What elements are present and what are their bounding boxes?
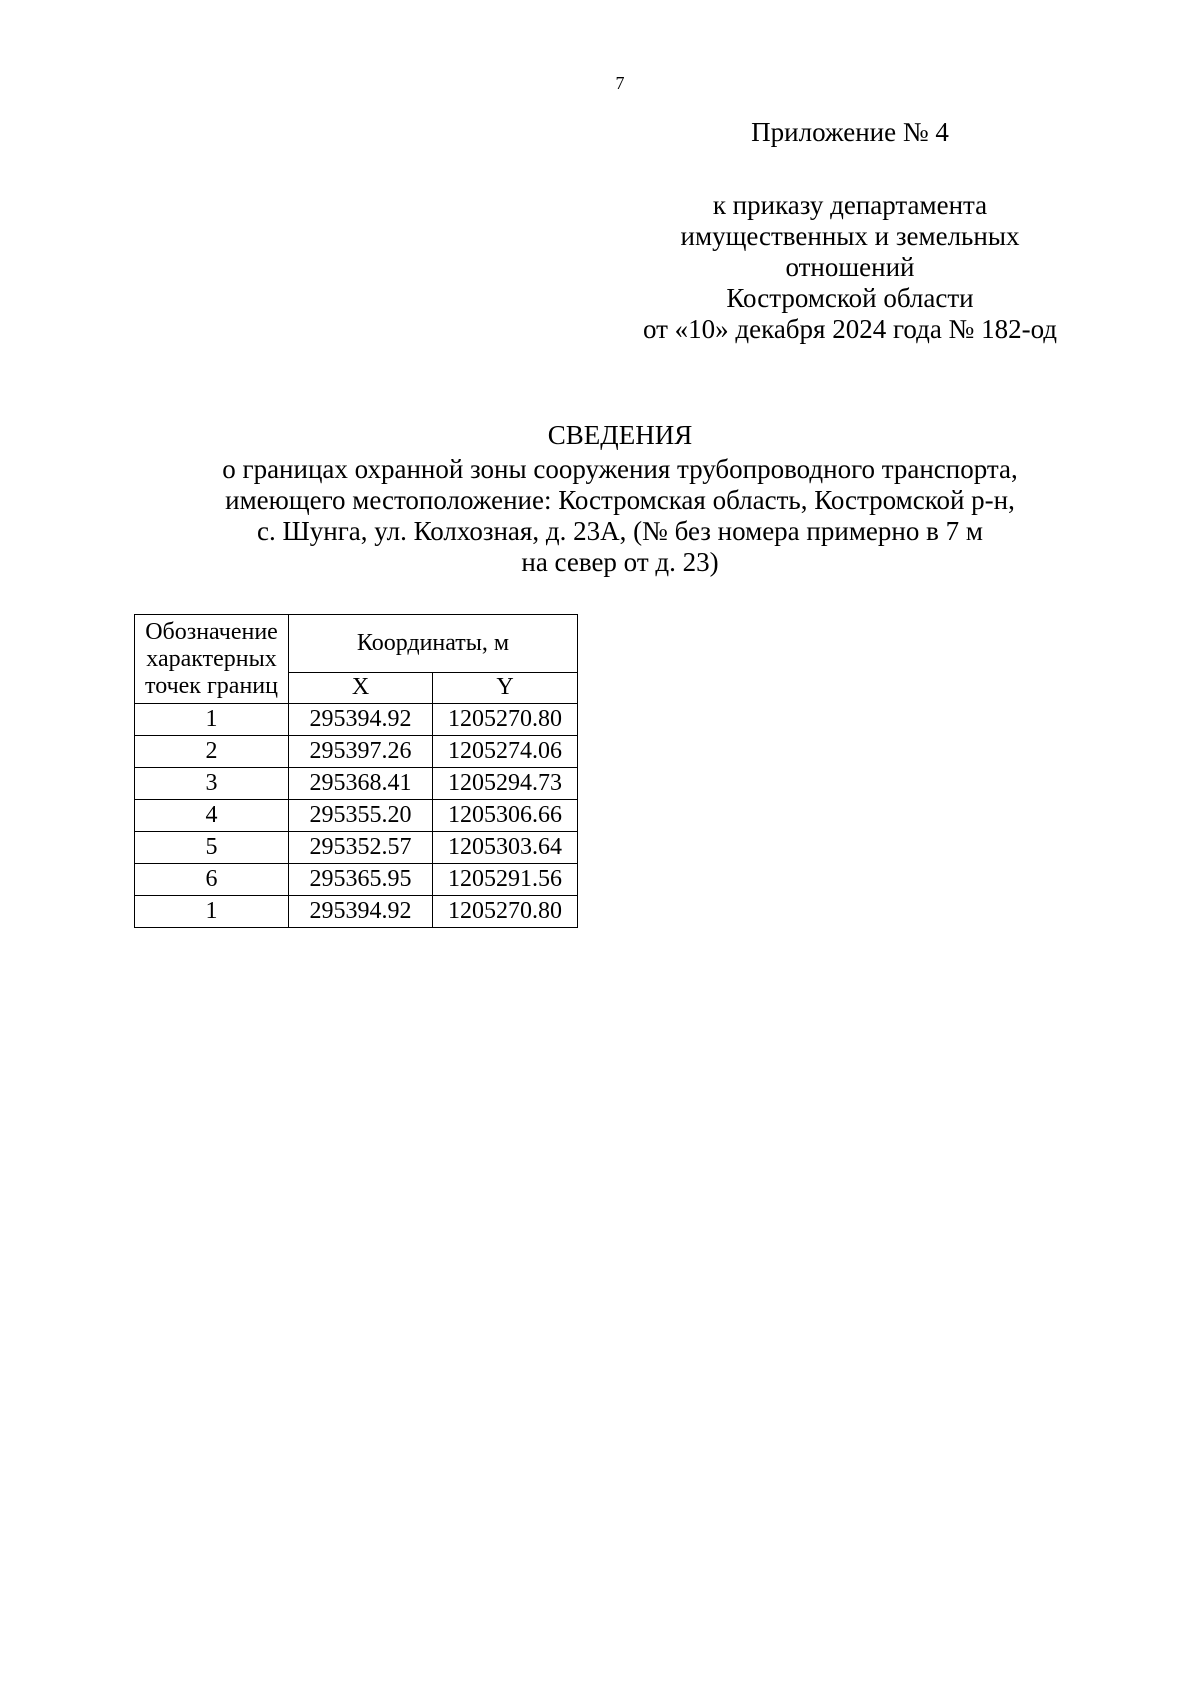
- appendix-title: Приложение № 4: [751, 117, 949, 147]
- y-cell: 1205270.80: [433, 704, 578, 736]
- boundary-points-table: [134, 614, 578, 928]
- subtitle-line: на север от д. 23): [521, 547, 719, 577]
- table-row: [135, 896, 578, 928]
- order-ref-line: отношений: [785, 252, 915, 282]
- coordinates-header: Координаты, м: [289, 615, 578, 673]
- point-header-line: Обозначение: [145, 618, 278, 645]
- order-ref-line: имущественных и земельных: [680, 221, 1020, 251]
- y-cell: 1205270.80: [433, 896, 578, 928]
- subtitle-line: имеющего местоположение: Костромская область, Костромской р-н,: [225, 485, 1015, 515]
- order-ref-line: к приказу департамента: [712, 190, 988, 220]
- point-cell: 5: [135, 832, 289, 864]
- subtitle-line: с. Шунга, ул. Колхозная, д. 23А, (№ без номера примерно в 7 м: [257, 516, 983, 546]
- y-cell: 1205291.56: [433, 864, 578, 896]
- table-row: [135, 864, 578, 896]
- point-cell: 3: [135, 768, 289, 800]
- document-title: СВЕДЕНИЯ: [547, 420, 693, 450]
- point-cell: 2: [135, 736, 289, 768]
- point-cell: 4: [135, 800, 289, 832]
- table-row: [135, 800, 578, 832]
- order-reference: [560, 190, 1140, 345]
- point-header-line: точек границ: [145, 672, 278, 699]
- x-cell: 295368.41: [289, 768, 433, 800]
- order-ref-line: от «10» декабря 2024 года № 182-од: [642, 314, 1058, 344]
- order-ref-line: Костромской области: [726, 283, 974, 313]
- point-cell: 1: [135, 896, 289, 928]
- document-subtitle: [0, 454, 1200, 578]
- point-cell: 6: [135, 864, 289, 896]
- x-cell: 295397.26: [289, 736, 433, 768]
- y-cell: 1205294.73: [433, 768, 578, 800]
- table-row: [135, 704, 578, 736]
- y-cell: 1205274.06: [433, 736, 578, 768]
- x-column-header: X: [289, 672, 433, 703]
- x-cell: 295352.57: [289, 832, 433, 864]
- subtitle-line: о границах охранной зоны сооружения трубопроводного транспорта,: [222, 454, 1018, 484]
- point-cell: 1: [135, 704, 289, 736]
- x-cell: 295394.92: [289, 896, 433, 928]
- table-row: [135, 832, 578, 864]
- y-cell: 1205303.64: [433, 832, 578, 864]
- table-row: [135, 736, 578, 768]
- x-cell: 295365.95: [289, 864, 433, 896]
- table-row: [135, 768, 578, 800]
- point-header-line: характерных: [146, 645, 277, 672]
- x-cell: 295394.92: [289, 704, 433, 736]
- y-column-header: Y: [433, 672, 578, 703]
- page-number: 7: [615, 73, 625, 93]
- x-cell: 295355.20: [289, 800, 433, 832]
- point-column-header: [135, 615, 289, 704]
- y-cell: 1205306.66: [433, 800, 578, 832]
